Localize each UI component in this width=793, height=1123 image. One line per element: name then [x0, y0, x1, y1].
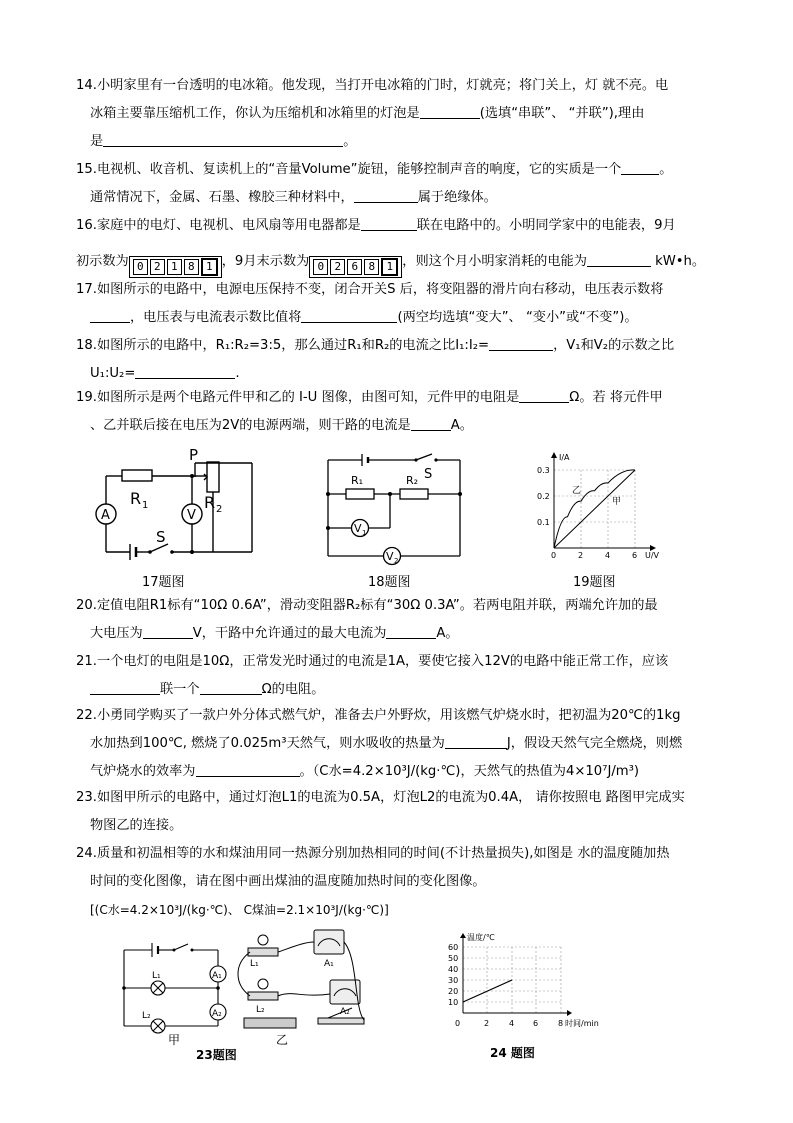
bulb-l2-icon: [258, 979, 268, 989]
v2-sub: 2: [394, 557, 399, 565]
chart24-ytick: 60: [448, 943, 459, 952]
q24-line3: [(C水=4.2×10³J/(kg·℃)、 C煤油=2.1×10³J/(kg·℃)]: [90, 903, 389, 917]
chart19-y-arrow: [551, 452, 557, 458]
physical-label-yi: 乙: [276, 1033, 289, 1047]
question-14: [76, 72, 726, 156]
q16-blank1[interactable]: [361, 215, 417, 231]
chart19-xtick: 2: [578, 551, 584, 560]
q15-line2b: 属于绝缘体。: [417, 190, 497, 205]
q18-blank2[interactable]: [135, 363, 235, 379]
series-jia-line: [554, 470, 635, 548]
series-jia-label: 甲: [612, 497, 622, 507]
r2-label: R: [204, 493, 216, 512]
chart24-ylabel: 温度/℃: [467, 933, 495, 942]
q24-line2: 时间的变化图像，请在图中画出煤油的温度随加热时间的变化图像。: [90, 874, 486, 889]
q21-line1: 21.一个电灯的电阻是10Ω，正常发光时通过的电流是1A，要使它接入12V的电路中能正常工作，应该: [76, 654, 669, 669]
meter-start-digit: 0: [133, 259, 148, 275]
battery-icon: [244, 1018, 296, 1028]
chart19-xtick: 6: [632, 551, 638, 560]
chart24-ytick: 20: [448, 987, 459, 996]
q22-line2b: J，假设天然气完全燃烧，则燃: [506, 736, 683, 751]
caption-17: 17题图: [142, 575, 185, 590]
caption-24: 24 题图: [490, 1046, 535, 1060]
a2-label: A₂: [212, 1009, 222, 1019]
q22-blank2[interactable]: [196, 761, 300, 777]
question-24: [76, 840, 726, 924]
figure-23-circuits: [118, 928, 388, 1046]
q22-line3b: 。（C水=4.2×10³J/(kg·℃)，天然气的热值为4×10⁷J/m³): [299, 764, 640, 779]
q15-blank2[interactable]: [354, 187, 418, 203]
q15-line1a: 15.电视机、收音机、复读机上的“音量Volume”旋钮，能够控制声音的响度，它的实质是一个: [76, 162, 622, 177]
chart19-xlabel: U/V: [645, 551, 660, 560]
q14-line2a: 冰箱主要靠压缩机工作，你认为压缩机和冰箱里的灯泡是: [90, 106, 420, 121]
q20-blank1[interactable]: [143, 623, 193, 639]
q16-blank2[interactable]: [587, 251, 651, 267]
question-22: [76, 702, 726, 786]
chart24-xtick: 8: [558, 1019, 564, 1028]
meter-start: [129, 256, 222, 278]
l1-label: L₁: [152, 971, 161, 981]
q16-line2d: kW•h。: [650, 254, 706, 269]
q17-blank1[interactable]: [90, 307, 130, 323]
q17-line1: 17.如图所示的电路中，电源电压保持不变，闭合开关S 后，将变阻器的滑片向右移动，电压表示数将: [76, 282, 664, 297]
q21-line2a: 联一个: [160, 682, 200, 697]
chart24-xtick: 0: [455, 1019, 461, 1028]
q14-blank2[interactable]: [103, 131, 343, 147]
caption-18: 18题图: [368, 575, 411, 590]
switch-label: S: [424, 467, 433, 482]
q20-line2a: 大电压为: [90, 626, 143, 641]
l1-label-physical: L₁: [250, 959, 259, 969]
q16-line2a: 初示数为: [76, 254, 129, 269]
question-16: [76, 212, 726, 278]
r2-sub: 2: [216, 504, 223, 515]
switch-label: S: [156, 528, 166, 546]
question-15: [76, 156, 726, 212]
q20-blank2[interactable]: [386, 623, 436, 639]
q18-line1b: ，V₁和V₂的示数之比: [553, 338, 675, 353]
q15-line1b: 。: [659, 162, 673, 177]
a1-label-physical: A₁: [324, 959, 334, 969]
q15-line2a: 通常情况下，金属、石墨、橡胶三种材料中，: [90, 190, 354, 205]
chart19-ylabel: I/A: [559, 453, 570, 462]
r1-sub: 1: [142, 500, 149, 511]
figure-24-chart: [445, 928, 599, 1038]
chart24-ytick: 40: [448, 965, 459, 974]
v1-sub: 1: [362, 529, 367, 537]
q18-line2b: .: [235, 366, 240, 381]
q19-line2a: 、乙并联后接在电压为2V的电源两端，则干路的电流是: [90, 418, 411, 433]
q20-line2b: V，干路中允许通过的最大电流为: [192, 626, 387, 641]
chart24-ytick: 10: [448, 998, 459, 1007]
question-19: [76, 384, 726, 440]
figure-19-chart: [535, 448, 670, 566]
a1-label: A₁: [212, 971, 222, 981]
q23-line1: 23.如图甲所示的电路中，通过灯泡L1的电流为0.5A，灯泡L2的电流为0.4A， 请你按照电 路图甲完成实: [76, 790, 685, 805]
chart24-x-arrow: [567, 1010, 572, 1016]
q17-line2a: ，电压表与电流表示数比值将: [130, 310, 302, 325]
caption-23: 23题图: [196, 1048, 237, 1062]
chart24-xlabel: 时间/min: [565, 1019, 599, 1028]
q22-line2a: 水加热到100℃, 燃烧了0.025m³天然气，则水吸收的热量为: [90, 736, 445, 751]
q21-line2b: Ω的电阻。: [261, 682, 325, 697]
meter-start-digit: 2: [150, 259, 165, 275]
q14-line3b: 。: [343, 134, 357, 149]
q19-line1b: Ω。若 将元件甲: [569, 390, 663, 405]
question-18: [76, 332, 726, 388]
q14-line2b: (选填“串联”、 “并联”),理由: [479, 106, 645, 121]
q22-line1: 22.小勇同学购买了一款户外分体式燃气炉，准备去户外野炊，用该燃气炉烧水时，把初温为20℃的1kg: [76, 708, 681, 723]
chart19-ytick: 0.1: [537, 518, 550, 527]
r2-label: R₂: [406, 474, 419, 487]
chart19-xtick: 4: [605, 551, 611, 560]
meter-start-digit: 1: [167, 259, 182, 275]
q16-line1b: 联在电路中的。小明同学家中的电能表，9月: [416, 218, 676, 233]
q20-line1: 20.定值电阻R1标有“10Ω 0.6A”，滑动变阻器R₂标有“30Ω 0.3A”。若两电阻并联，两端允许加的最: [76, 598, 658, 613]
q17-blank2[interactable]: [301, 307, 397, 323]
q14-line1: 14.小明家里有一台透明的电冰箱。他发现，当打开电冰箱的门时，灯就亮；将门关上，灯 就不亮。电: [76, 78, 669, 93]
q21-blank1[interactable]: [90, 679, 160, 695]
q20-line2c: A。: [436, 626, 459, 641]
question-20: [76, 592, 726, 648]
q21-blank2[interactable]: [200, 679, 262, 695]
l2-label: L₂: [142, 1011, 151, 1021]
figure-18-circuit: [318, 448, 468, 568]
meter-start-decimal: 1: [201, 258, 218, 276]
meter-end-digit: 8: [364, 259, 379, 275]
q22-line3a: 气炉烧水的效率为: [90, 764, 196, 779]
figure-17-circuit: [92, 448, 272, 568]
ammeter-label: A: [101, 508, 110, 523]
l2-label-physical: L₂: [256, 1005, 265, 1015]
a2-label-physical: A₂: [340, 1007, 350, 1017]
r1-label: R: [130, 489, 142, 508]
v2-label: V: [386, 550, 394, 563]
q16-line2b: ，9月末示数为: [221, 254, 310, 269]
chart24-ytick: 30: [448, 976, 459, 985]
q16-line1a: 16.家庭中的电灯、电视机、电风扇等用电器都是: [76, 218, 361, 233]
q19-line1a: 19.如图所示是两个电路元件甲和乙的 I-U 图像，由图可知，元件甲的电阻是: [76, 390, 520, 405]
chart24-xtick: 4: [509, 1019, 515, 1028]
ammeter-a1-icon: [314, 930, 344, 954]
question-21: [76, 648, 726, 704]
q18-line1a: 18.如图所示的电路中，R₁:R₂=3:5，那么通过R₁和R₂的电流之比I₁:I₂=: [76, 338, 490, 353]
v1-label: V: [354, 522, 362, 535]
chart19-ytick: 0.3: [537, 466, 550, 475]
chart24-y-arrow: [460, 933, 466, 938]
q19-blank1[interactable]: [519, 387, 569, 403]
meter-end: [309, 256, 402, 278]
switch-icon: [318, 1018, 364, 1024]
caption-19: 19题图: [573, 575, 616, 590]
q17-line2b: (两空均选填“变大”、 “变小”或“不变”)。: [397, 310, 638, 325]
meter-end-digit: 0: [313, 259, 328, 275]
q24-line1: 24.质量和初温相等的水和煤油用同一热源分别加热相同的时间(不计热量损失),如图是 水的温度随加热: [76, 846, 670, 861]
chart24-xtick: 2: [484, 1019, 490, 1028]
schematic-label-jia: 甲: [168, 1033, 181, 1047]
q15-blank1[interactable]: [621, 159, 659, 175]
chart24-ytick: 50: [448, 954, 459, 963]
q19-line2b: A。: [450, 418, 473, 433]
meter-end-decimal: 1: [381, 258, 398, 276]
bulb-l1-icon: [258, 935, 268, 945]
meter-end-digit: 6: [347, 259, 362, 275]
question-17: [76, 276, 726, 332]
meter-start-digit: 8: [184, 259, 199, 275]
q23-line2: 物图乙的连接。: [90, 818, 183, 833]
q19-blank2[interactable]: [411, 415, 451, 431]
meter-end-digit: 2: [330, 259, 345, 275]
q14-line3a: 是: [90, 134, 104, 149]
chart19-ytick: 0.2: [537, 492, 550, 501]
chart19-xtick: 0: [551, 551, 557, 560]
chart24-xtick: 6: [533, 1019, 539, 1028]
q18-blank1[interactable]: [489, 335, 553, 351]
q14-blank1[interactable]: [420, 103, 480, 119]
question-23: [76, 784, 726, 840]
r1-label: R₁: [351, 474, 364, 487]
q16-line2c: ，则这个月小明家消耗的电能为: [402, 254, 587, 269]
series-yi-label: 乙: [572, 486, 582, 496]
slider-label: P: [189, 446, 199, 464]
q18-line2a: U₁:U₂=: [90, 366, 136, 381]
q22-blank1[interactable]: [445, 733, 507, 749]
voltmeter-label: V: [187, 508, 196, 523]
